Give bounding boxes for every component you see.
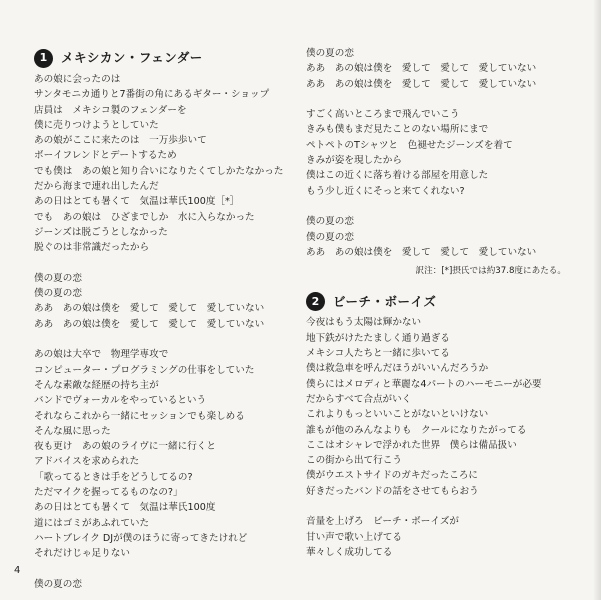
left-column [34, 46, 284, 592]
lyric-line: これよりもっといいことがないといけない [306, 409, 489, 421]
lyric-line: 道にはゴミがあふれていた [34, 517, 150, 529]
lyric-line: 僕に売りつけようとしていた [34, 119, 159, 131]
lyric-line: あの娘は大卒で 物理学専攻で [34, 349, 169, 361]
lyric-line: この街から出て行こう [306, 455, 402, 467]
lyric-line: 僕らにはメロディと華麗な4パートのハーモニーが必要 [306, 378, 542, 390]
song-title: ビーチ・ボーイズ [333, 293, 437, 309]
lyric-line: 僕の夏の恋 [34, 288, 82, 300]
right-column [306, 46, 566, 560]
lyric-line: ああ あの娘は僕を 愛して 愛して 愛していない [34, 303, 265, 315]
lyric-line: きみが姿を現したから [306, 155, 402, 167]
lyric-line: きみも僕もまだ見たことのない場所にまで [306, 124, 489, 136]
lyric-line: 僕は救急車を呼んだほうがいいんだろうか [306, 363, 489, 375]
lyric-line: 僕の夏の恋 [306, 216, 354, 228]
song-heading-2 [306, 289, 566, 313]
track-number-badge: 1 [34, 49, 53, 68]
lyric-line: 僕の夏の恋 [34, 272, 82, 284]
lyric-line: コンピューター・プログラミングの仕事をしていた [34, 364, 255, 376]
lyrics-block [34, 72, 284, 592]
lyric-line: 音量を上げろ ビーチ・ボーイズが [306, 516, 460, 528]
lyric-line: ああ あの娘は僕を 愛して 愛して 愛していない [34, 318, 265, 330]
lyric-line: ここはオシャレで浮かれた世界 僕らは備品扱い [306, 439, 517, 451]
lyric-line: ハートブレイク DJが僕のほうに寄ってきたけれど [34, 532, 248, 544]
lyric-line: 僕の夏の恋 [34, 578, 82, 590]
stanza-gap [306, 92, 566, 107]
lyric-line: そんな風に思った [34, 425, 111, 437]
lyric-line: ボーイフレンドとデートするため [34, 150, 177, 162]
lyric-line: 僕の夏の恋 [306, 48, 354, 59]
lyric-line: ただマイクを握ってるものなの?」 [34, 487, 183, 499]
booklet-spine-shadow [593, 0, 601, 600]
lyric-line: 僕がウエストサイドのガキだったころに [306, 470, 479, 482]
lyric-line: 甘い声で歌い上げてる [306, 531, 402, 543]
song-title: メキシカン・フェンダー [61, 50, 203, 66]
stanza-gap [306, 499, 566, 514]
lyric-line: ペトペトのTシャツと 色褪せたジーンズを着て [306, 139, 513, 151]
lyric-line: サンタモニカ通りと7番街の角にあるギター・ショップ [34, 89, 270, 101]
lyric-line: 地下鉄がけたたましく通り過ぎる [306, 332, 450, 344]
lyric-line: アドバイスを求められた [34, 456, 140, 468]
lyric-line: それならこれから一緒にセッションでも楽しめる [34, 410, 245, 422]
lyric-line: 誰もが他のみんなよりも クールになりたがってる [306, 424, 527, 436]
lyric-line: バンドでヴォーカルをやっているという [34, 395, 207, 407]
lyric-line: あの日はとても暑くて 気温は華氏100度［*］ [34, 196, 240, 208]
stanza-gap [34, 332, 284, 347]
stanza-gap [34, 562, 284, 577]
stanza-gap [306, 199, 566, 214]
lyric-line: 僕の夏の恋 [306, 231, 354, 243]
lyric-line: だから海まで連れ出したんだ [34, 181, 159, 193]
lyric-line: 僕はこの近くに落ち着ける部屋を用意した [306, 170, 489, 182]
song-heading-1 [34, 46, 284, 70]
translator-note: 訳注：[*]摂氏では約37.8度にあたる。 [415, 266, 566, 277]
lyric-line: 夜も更け あの娘のライヴに一緒に行くと [34, 441, 216, 453]
lyric-line: あの娘がここに来たのは 一万歩歩いて [34, 135, 207, 147]
lyric-line: でも僕は あの娘と知り合いになりたくてしかたなかった [34, 165, 284, 177]
lyric-line: ああ あの娘は僕を 愛して 愛して 愛していない [306, 246, 537, 258]
lyric-line: でも あの娘は ひざまでしか 水に入らなかった [34, 211, 255, 223]
lyric-line: 「歌ってるときは手をどうしてるの? [34, 471, 193, 483]
lyric-line: 華々しく成功してる [306, 546, 393, 558]
lyric-line: メキシコ人たちと一緒に歩いてる [306, 348, 450, 360]
lyric-line: 今夜はもう太陽は輝かない [306, 317, 422, 329]
track-number-badge: 2 [306, 292, 325, 311]
lyric-line: 好きだったバンドの話をさせてもらおう [306, 485, 479, 497]
lyric-line: すごく高いところまで飛んでいこう [306, 109, 460, 121]
page-number: 4 [14, 565, 21, 576]
lyric-line: ああ あの娘は僕を 愛して 愛して 愛していない [306, 63, 537, 75]
lyric-line: もう少し近くにそっと来てくれない? [306, 185, 465, 197]
lyric-line: あの日はとても暑くて 気温は華氏100度 [34, 502, 216, 514]
lyric-line: だからすべて合点がいく [306, 393, 412, 405]
lyric-line: ジーンズは脱ごうとしなかった [34, 226, 168, 238]
lyric-line: ああ あの娘は僕を 愛して 愛して 愛していない [306, 78, 537, 90]
lyrics-block [306, 315, 566, 560]
lyric-line: それだけじゃ足りない [34, 548, 130, 560]
lyric-line: あの娘に会ったのは [34, 74, 121, 85]
lyric-line: そんな素敵な経歴の持ち主が [34, 379, 159, 391]
lyric-line: 脱ぐのは非常識だったから [34, 242, 150, 254]
stanza-gap [34, 256, 284, 271]
lyrics-block [306, 46, 566, 260]
lyric-line: 店員は メキシコ製のフェンダーを [34, 104, 187, 116]
